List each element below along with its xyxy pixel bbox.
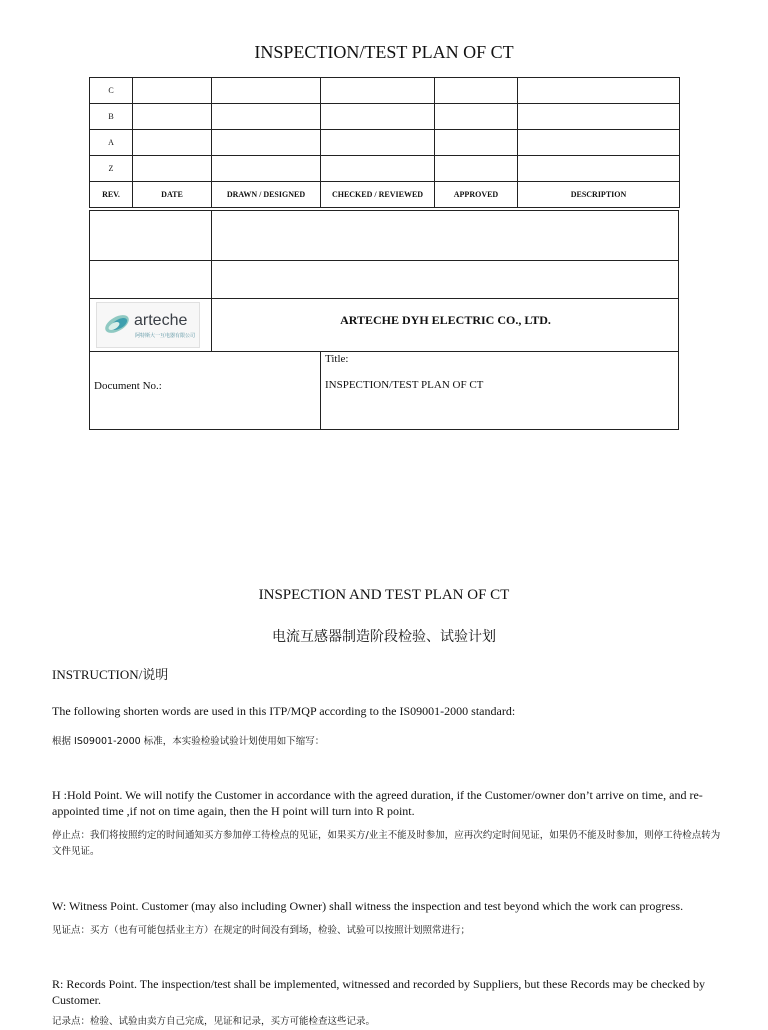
witness-point-cn: 见证点：买方（也有可能包括业主方）在规定的时间没有到场，检验、试验可以按照计划照常进行； [52,925,471,936]
records-point-cn: 记录点：检验、试验由卖方自己完成，见证和记录，买方可能检查这些记录。 [52,1016,376,1027]
rev-code: C [90,78,133,104]
section-title-en: INSPECTION AND TEST PLAN OF CT [258,587,510,603]
header-drawn: DRAWN / DESIGNED [212,182,321,208]
header-rev: REV. [90,182,133,208]
logo-leaf-icon [103,311,133,337]
revision-header-row [90,182,680,208]
witness-point-en: W: Witness Point. Customer (may also including Owner) shall witness the inspection and test beyond which the work can progress. [52,899,684,913]
intro-text-en: The following shorten words are used in this ITP/MQP according to the IS09001-2000 standard: [52,704,516,718]
rev-code: Z [90,156,133,182]
rev-code: A [90,130,133,156]
revision-row [90,78,680,104]
blank-row-2 [89,260,679,299]
company-logo [96,302,200,348]
logo-wordmark: arteche [134,312,188,329]
revision-row [90,130,680,156]
document-title: INSPECTION/TEST PLAN OF CT [254,42,514,62]
document-no-label: Document No.: [94,380,162,392]
hold-point-en: H :Hold Point. We will notify the Customer in accordance with the agreed duration, if the Customer/owner don’t arrive on time, and re-appointed time ,if not on time again, then the H point will turn into R point. [52,788,703,818]
hold-point-cn: 停止点：我们将按照约定的时间通知买方参加停工待检点的见证，如果买方/业主不能及时参加，应再次约定时间见证，如果仍不能及时参加，则停工待检点转为文件见证。 [52,830,721,857]
header-approved: APPROVED [435,182,518,208]
revision-row [90,104,680,130]
header-description: DESCRIPTION [518,182,680,208]
header-date: DATE [133,182,212,208]
records-point-en: R: Records Point. The inspection/test shall be implemented, witnessed and recorded by Suppliers, but these Records may be checked by Customer. [52,977,705,1007]
intro-text-cn: 根据 IS09001-2000 标准，本实验检验试验计划使用如下缩写： [52,736,325,747]
instruction-heading: INSTRUCTION/说明 [52,667,169,682]
title-label: Title: [325,353,349,365]
rev-code: B [90,104,133,130]
revision-table [89,77,680,208]
section-title-cn: 电流互感器制造阶段检验、试验计划 [272,629,496,645]
blank-row-1 [89,210,679,261]
header-checked: CHECKED / REVIEWED [321,182,435,208]
company-name: ARTECHE DYH ELECTRIC CO., LTD. [340,313,551,327]
logo-subtext: 阿特斯大一互电器有限公司 [135,333,196,339]
revision-row [90,156,680,182]
title-value: INSPECTION/TEST PLAN OF CT [325,379,484,391]
